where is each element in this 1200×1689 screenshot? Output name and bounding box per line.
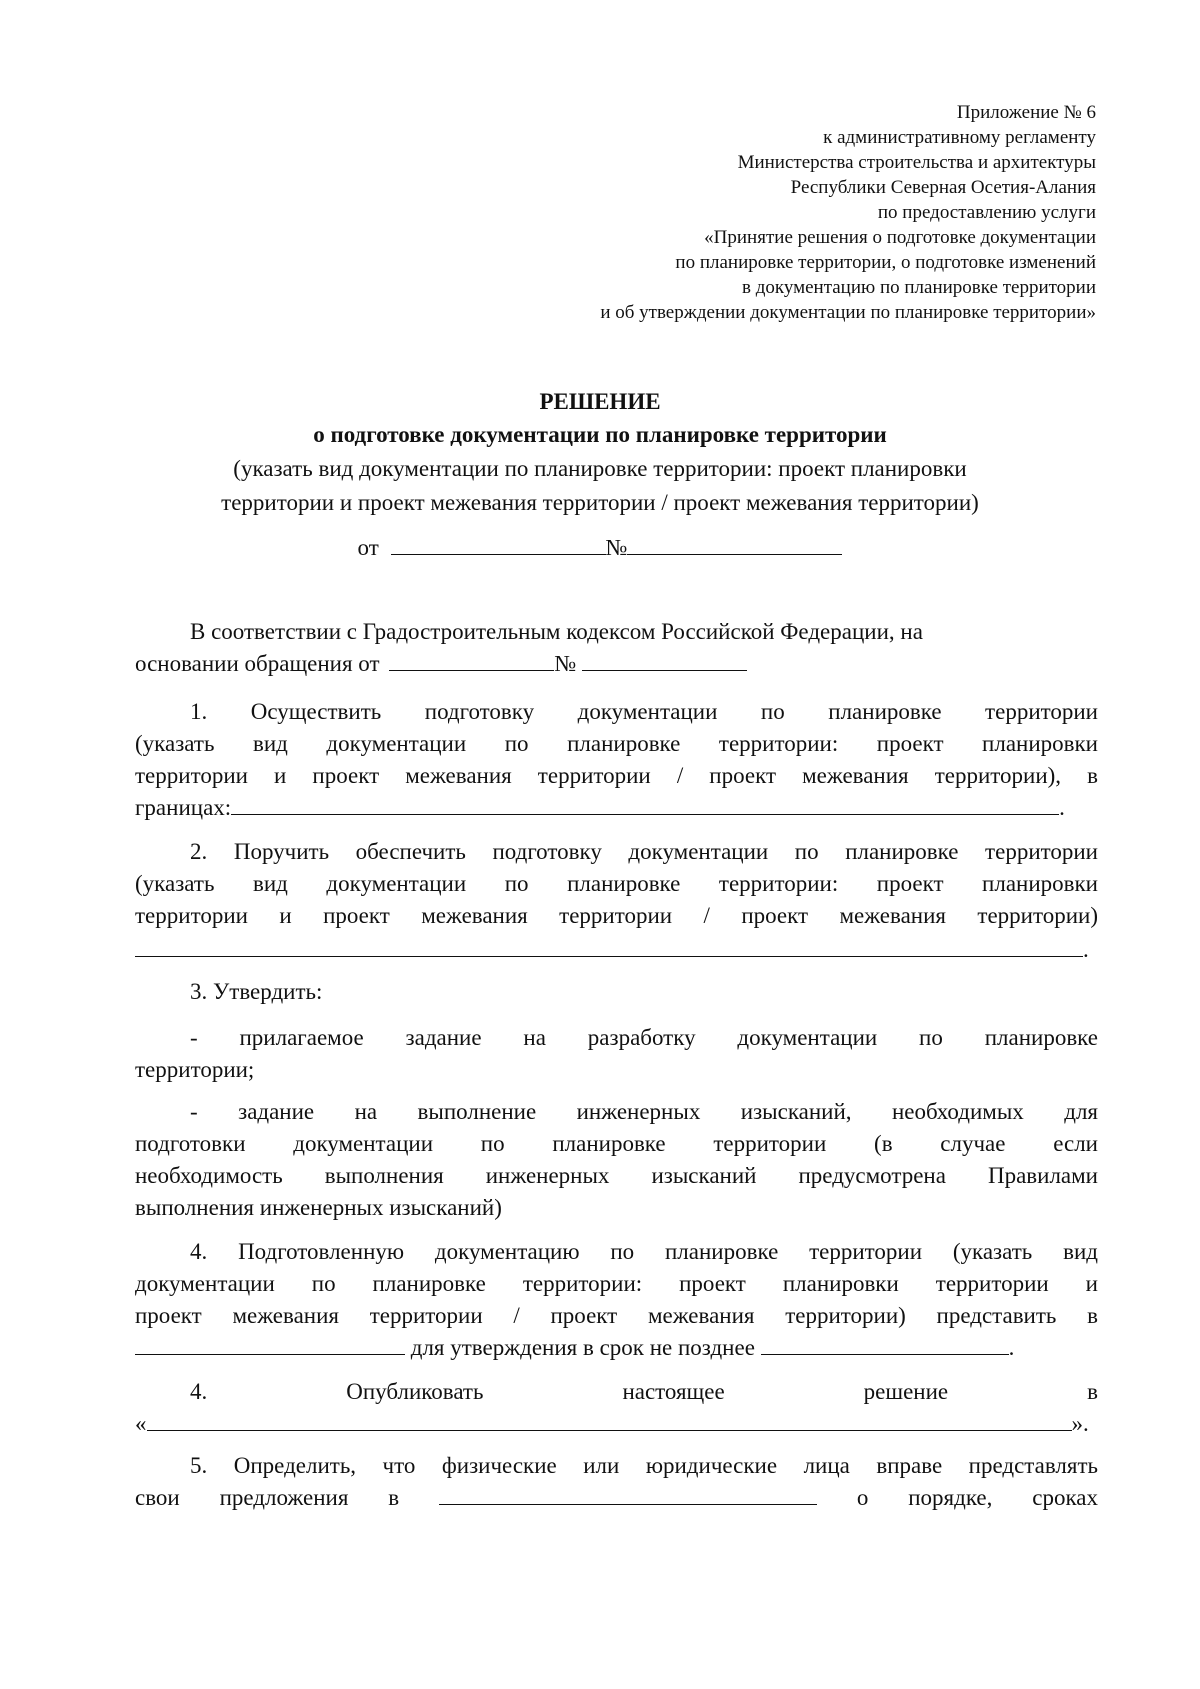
date-prefix: от bbox=[357, 535, 379, 560]
appendix-line: по предоставлению услуги bbox=[877, 202, 1096, 223]
item-5-line-1: 5. Определить, что физические или юридические лица вправе представлять bbox=[190, 1453, 1098, 1478]
number-blank-field[interactable] bbox=[627, 532, 842, 555]
item-2-line-2: (указать вид документации по планировке территории: проект планировки bbox=[135, 871, 1098, 896]
boundaries-blank-field[interactable] bbox=[231, 792, 1059, 815]
item-3-b-line-1: - задание на выполнение инженерных изысканий, необходимых для bbox=[190, 1099, 1098, 1124]
item-2-line-1: 2. Поручить обеспечить подготовку документации по планировке территории bbox=[190, 839, 1098, 864]
item-4-line-3: проект межевания территории / проект межевания территории) представить в bbox=[135, 1303, 1098, 1328]
intro-line-1: В соответствии с Градостроительным кодексом Российской Федерации, на bbox=[190, 619, 923, 644]
item-2-line-3: территории и проект межевания территории / проект межевания территории) bbox=[135, 903, 1098, 928]
item-1-line-2: (указать вид документации по планировке территории: проект планировки bbox=[135, 731, 1098, 756]
item-2 bbox=[135, 836, 1098, 966]
item-2-line-4: . bbox=[135, 934, 1098, 966]
request-date-blank[interactable] bbox=[389, 648, 554, 671]
document-kind-line: территории и проект межевания территории / проект межевания территории) bbox=[221, 490, 979, 515]
appendix-line: в документацию по планировке территории bbox=[741, 277, 1096, 298]
intro-paragraph bbox=[135, 616, 1098, 648]
item-1 bbox=[135, 696, 1098, 824]
appendix-line: по планировке территории, о подготовке изменений bbox=[675, 252, 1096, 273]
item-3-b-line-2: подготовки документации по планировке территории (в случае если bbox=[135, 1131, 1098, 1156]
deadline-blank[interactable] bbox=[761, 1332, 1009, 1355]
appendix-line: и об утверждении документации по планировке территории» bbox=[600, 302, 1096, 323]
number-sign: № bbox=[605, 535, 628, 560]
item-3-a-line-2: территории; bbox=[135, 1057, 255, 1082]
item-5 bbox=[135, 1450, 1098, 1514]
document-title: РЕШЕНИЕ bbox=[539, 389, 661, 414]
item-3 bbox=[135, 976, 1098, 1008]
item-3-b-line-4: выполнения инженерных изысканий) bbox=[135, 1195, 502, 1220]
item-1-line-3: территории и проект межевания территории / проект межевания территории), в bbox=[135, 763, 1098, 788]
item-3-b bbox=[135, 1096, 1098, 1224]
appendix-header bbox=[600, 100, 1096, 325]
document-heading bbox=[120, 385, 1080, 520]
date-number-line bbox=[0, 532, 1200, 564]
item-5-line-2: свои предложения в о порядке, сроках bbox=[135, 1482, 1098, 1514]
number-sign: № bbox=[554, 651, 577, 676]
document-subtitle: о подготовке документации по планировке территории bbox=[313, 422, 887, 447]
appendix-line: Приложение № 6 bbox=[956, 102, 1096, 123]
item-1-line-4: границах: . bbox=[135, 792, 1098, 824]
approval-body-blank[interactable] bbox=[135, 1332, 405, 1355]
publication-blank-field[interactable] bbox=[147, 1408, 1072, 1431]
request-number-blank[interactable] bbox=[582, 648, 747, 671]
item-4-line-1: 4. Подготовленную документацию по планировке территории (указать вид bbox=[190, 1239, 1098, 1264]
item-4-line-4: для утверждения в срок не позднее . bbox=[135, 1332, 1098, 1364]
date-blank-field[interactable] bbox=[391, 532, 606, 555]
document-kind-line: (указать вид документации по планировке территории: проект планировки bbox=[233, 456, 967, 481]
item-3-a bbox=[135, 1022, 1098, 1086]
item-4-line-2: документации по планировке территории: проект планировки территории и bbox=[135, 1271, 1098, 1296]
appendix-line: Республики Северная Осетия-Алания bbox=[790, 177, 1096, 198]
intro-line-2: основании обращения от № bbox=[135, 648, 1098, 680]
item-4 bbox=[135, 1236, 1098, 1364]
item-3-title: 3. Утвердить: bbox=[190, 979, 323, 1004]
item-1-line-1: 1. Осуществить подготовку документации по планировке территории bbox=[190, 699, 1098, 724]
item-3-b-line-3: необходимость выполнения инженерных изысканий предусмотрена Правилами bbox=[135, 1163, 1098, 1188]
appendix-line: Министерства строительства и архитектуры bbox=[737, 152, 1096, 173]
item-4-publish-line-2: « ». bbox=[135, 1408, 1098, 1440]
item-4-publish-line-1: 4. Опубликовать настоящее решение в bbox=[190, 1379, 1098, 1404]
item-4-publish bbox=[135, 1376, 1098, 1440]
item-3-a-line-1: - прилагаемое задание на разработку документации по планировке bbox=[190, 1025, 1098, 1050]
proposals-blank-field[interactable] bbox=[439, 1482, 817, 1505]
assignee-blank-field[interactable] bbox=[135, 934, 1083, 957]
appendix-line: к административному регламенту bbox=[823, 127, 1096, 148]
appendix-line: «Принятие решения о подготовке документации bbox=[704, 227, 1096, 248]
